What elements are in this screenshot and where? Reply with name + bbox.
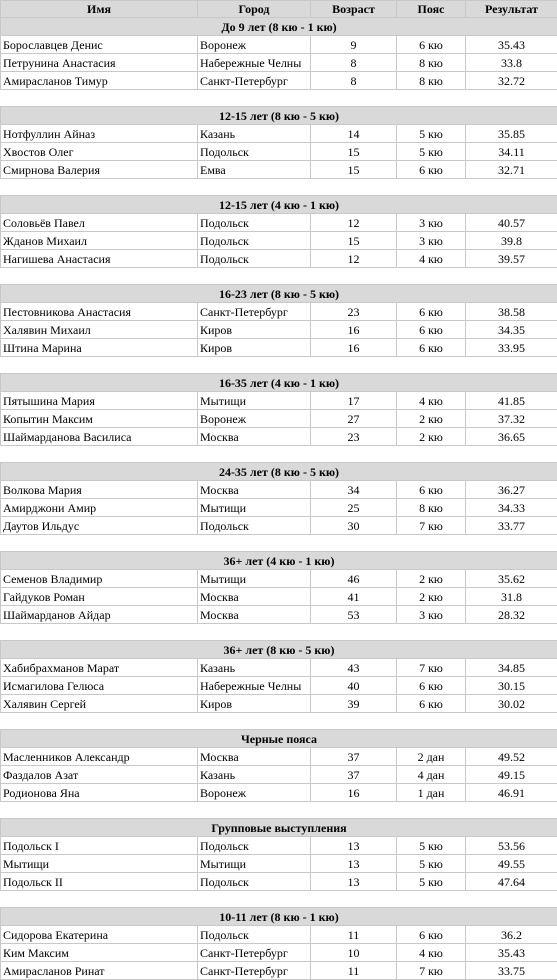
cell-res: 39.57 bbox=[466, 250, 557, 268]
group-spacer bbox=[1, 179, 557, 196]
cell-city: Казань bbox=[198, 125, 311, 143]
table-row bbox=[1, 72, 557, 90]
table-row bbox=[1, 410, 557, 428]
cell-age: 12 bbox=[311, 250, 397, 268]
table-row bbox=[1, 837, 557, 855]
cell-age: 13 bbox=[311, 873, 397, 891]
table-row bbox=[1, 784, 557, 802]
cell-age: 16 bbox=[311, 784, 397, 802]
cell-res: 32.72 bbox=[466, 72, 557, 90]
cell-belt: 7 кю bbox=[397, 962, 466, 980]
cell-age: 39 bbox=[311, 695, 397, 713]
table-row bbox=[1, 517, 557, 535]
cell-name: Сидорова Екатерина bbox=[1, 926, 198, 944]
cell-age: 43 bbox=[311, 659, 397, 677]
group-title: 36+ лет (8 кю - 5 кю) bbox=[1, 641, 557, 659]
cell-name: Штина Марина bbox=[1, 339, 198, 357]
cell-res: 53.56 bbox=[466, 837, 557, 855]
cell-age: 15 bbox=[311, 143, 397, 161]
spacer-cell bbox=[1, 357, 557, 374]
cell-res: 34.11 bbox=[466, 143, 557, 161]
cell-city: Санкт-Петербург bbox=[198, 962, 311, 980]
group-title: 16-35 лет (4 кю - 1 кю) bbox=[1, 374, 557, 392]
cell-age: 53 bbox=[311, 606, 397, 624]
cell-age: 40 bbox=[311, 677, 397, 695]
cell-res: 30.15 bbox=[466, 677, 557, 695]
cell-age: 23 bbox=[311, 303, 397, 321]
cell-res: 33.77 bbox=[466, 517, 557, 535]
cell-age: 23 bbox=[311, 428, 397, 446]
table-row bbox=[1, 659, 557, 677]
table-row bbox=[1, 428, 557, 446]
cell-city: Москва bbox=[198, 748, 311, 766]
cell-name: Шаймарданова Василиса bbox=[1, 428, 198, 446]
spacer-cell bbox=[1, 891, 557, 908]
cell-age: 11 bbox=[311, 962, 397, 980]
cell-city: Подольск bbox=[198, 250, 311, 268]
table-row bbox=[1, 766, 557, 784]
cell-city: Москва bbox=[198, 606, 311, 624]
cell-city: Мытищи bbox=[198, 855, 311, 873]
header-name: Имя bbox=[1, 1, 198, 18]
cell-name: Гайдуков Роман bbox=[1, 588, 198, 606]
cell-belt: 4 кю bbox=[397, 250, 466, 268]
group-header-row bbox=[1, 107, 557, 125]
cell-res: 37.32 bbox=[466, 410, 557, 428]
cell-name: Копытин Максим bbox=[1, 410, 198, 428]
cell-city: Киров bbox=[198, 321, 311, 339]
cell-res: 35.62 bbox=[466, 570, 557, 588]
cell-belt: 7 кю bbox=[397, 659, 466, 677]
cell-belt: 6 кю bbox=[397, 339, 466, 357]
spacer-cell bbox=[1, 802, 557, 819]
table-row bbox=[1, 873, 557, 891]
group-title: 16-23 лет (8 кю - 5 кю) bbox=[1, 285, 557, 303]
cell-age: 11 bbox=[311, 926, 397, 944]
cell-name: Даутов Ильдус bbox=[1, 517, 198, 535]
cell-res: 36.2 bbox=[466, 926, 557, 944]
table-row bbox=[1, 481, 557, 499]
cell-city: Киров bbox=[198, 339, 311, 357]
cell-age: 15 bbox=[311, 161, 397, 179]
cell-city: Мытищи bbox=[198, 499, 311, 517]
cell-city: Подольск bbox=[198, 926, 311, 944]
cell-belt: 6 кю bbox=[397, 161, 466, 179]
table-row bbox=[1, 855, 557, 873]
group-header-row bbox=[1, 463, 557, 481]
cell-res: 33.8 bbox=[466, 54, 557, 72]
cell-res: 34.33 bbox=[466, 499, 557, 517]
cell-name: Ким Максим bbox=[1, 944, 198, 962]
header-age: Возраст bbox=[311, 1, 397, 18]
cell-city: Казань bbox=[198, 766, 311, 784]
cell-age: 30 bbox=[311, 517, 397, 535]
cell-city: Воронеж bbox=[198, 410, 311, 428]
spacer-cell bbox=[1, 90, 557, 107]
cell-name: Петрунина Анастасия bbox=[1, 54, 198, 72]
cell-city: Подольск bbox=[198, 143, 311, 161]
cell-res: 28.32 bbox=[466, 606, 557, 624]
cell-age: 12 bbox=[311, 214, 397, 232]
cell-city: Москва bbox=[198, 428, 311, 446]
cell-res: 34.35 bbox=[466, 321, 557, 339]
cell-age: 37 bbox=[311, 766, 397, 784]
cell-name: Хабибрахманов Марат bbox=[1, 659, 198, 677]
cell-belt: 6 кю bbox=[397, 481, 466, 499]
cell-res: 33.95 bbox=[466, 339, 557, 357]
cell-age: 46 bbox=[311, 570, 397, 588]
cell-city: Подольск bbox=[198, 837, 311, 855]
table-row bbox=[1, 125, 557, 143]
cell-city: Санкт-Петербург bbox=[198, 72, 311, 90]
table-row bbox=[1, 321, 557, 339]
cell-belt: 6 кю bbox=[397, 303, 466, 321]
cell-name: Шаймарданов Айдар bbox=[1, 606, 198, 624]
spacer-cell bbox=[1, 268, 557, 285]
group-header-row bbox=[1, 819, 557, 837]
group-spacer bbox=[1, 446, 557, 463]
table-row bbox=[1, 606, 557, 624]
group-title: До 9 лет (8 кю - 1 кю) bbox=[1, 18, 557, 36]
cell-belt: 6 кю bbox=[397, 695, 466, 713]
cell-age: 16 bbox=[311, 339, 397, 357]
table-row bbox=[1, 588, 557, 606]
cell-belt: 7 кю bbox=[397, 517, 466, 535]
cell-name: Фаздалов Азат bbox=[1, 766, 198, 784]
cell-res: 30.02 bbox=[466, 695, 557, 713]
table-row bbox=[1, 250, 557, 268]
cell-belt: 4 кю bbox=[397, 392, 466, 410]
table-row bbox=[1, 232, 557, 250]
cell-belt: 3 кю bbox=[397, 606, 466, 624]
group-spacer bbox=[1, 891, 557, 908]
cell-name: Халявин Михаил bbox=[1, 321, 198, 339]
cell-belt: 6 кю bbox=[397, 321, 466, 339]
cell-belt: 6 кю bbox=[397, 677, 466, 695]
cell-belt: 3 кю bbox=[397, 232, 466, 250]
cell-belt: 5 кю bbox=[397, 837, 466, 855]
group-spacer bbox=[1, 357, 557, 374]
table-row bbox=[1, 926, 557, 944]
cell-city: Москва bbox=[198, 481, 311, 499]
cell-age: 34 bbox=[311, 481, 397, 499]
cell-belt: 2 кю bbox=[397, 570, 466, 588]
cell-city: Воронеж bbox=[198, 36, 311, 54]
cell-res: 49.55 bbox=[466, 855, 557, 873]
cell-name: Волкова Мария bbox=[1, 481, 198, 499]
table-row bbox=[1, 54, 557, 72]
cell-name: Амирджони Амир bbox=[1, 499, 198, 517]
cell-name: Халявин Сергей bbox=[1, 695, 198, 713]
cell-age: 8 bbox=[311, 54, 397, 72]
cell-name: Подольск II bbox=[1, 873, 198, 891]
table-row bbox=[1, 677, 557, 695]
cell-name: Пестовникова Анастасия bbox=[1, 303, 198, 321]
group-title: 10-11 лет (8 кю - 1 кю) bbox=[1, 908, 557, 926]
group-spacer bbox=[1, 802, 557, 819]
cell-age: 27 bbox=[311, 410, 397, 428]
results-body bbox=[1, 18, 557, 980]
table-row bbox=[1, 570, 557, 588]
cell-belt: 6 кю bbox=[397, 926, 466, 944]
group-title: Черные пояса bbox=[1, 730, 557, 748]
spacer-cell bbox=[1, 446, 557, 463]
cell-age: 25 bbox=[311, 499, 397, 517]
spacer-cell bbox=[1, 713, 557, 730]
cell-city: Емва bbox=[198, 161, 311, 179]
table-row bbox=[1, 143, 557, 161]
header-result: Результат bbox=[466, 1, 557, 18]
cell-age: 15 bbox=[311, 232, 397, 250]
spacer-cell bbox=[1, 624, 557, 641]
cell-belt: 5 кю bbox=[397, 855, 466, 873]
cell-belt: 5 кю bbox=[397, 873, 466, 891]
cell-city: Киров bbox=[198, 695, 311, 713]
cell-city: Подольск bbox=[198, 232, 311, 250]
cell-res: 32.71 bbox=[466, 161, 557, 179]
cell-belt: 3 кю bbox=[397, 214, 466, 232]
cell-belt: 1 дан bbox=[397, 784, 466, 802]
cell-belt: 8 кю bbox=[397, 499, 466, 517]
group-title: 24-35 лет (8 кю - 5 кю) bbox=[1, 463, 557, 481]
cell-belt: 2 кю bbox=[397, 588, 466, 606]
cell-age: 17 bbox=[311, 392, 397, 410]
cell-name: Пятышина Мария bbox=[1, 392, 198, 410]
cell-res: 34.85 bbox=[466, 659, 557, 677]
cell-name: Хвостов Олег bbox=[1, 143, 198, 161]
cell-res: 35.43 bbox=[466, 944, 557, 962]
group-header-row bbox=[1, 374, 557, 392]
cell-age: 9 bbox=[311, 36, 397, 54]
table-row bbox=[1, 214, 557, 232]
cell-city: Подольск bbox=[198, 214, 311, 232]
cell-belt: 8 кю bbox=[397, 54, 466, 72]
cell-age: 13 bbox=[311, 855, 397, 873]
cell-age: 10 bbox=[311, 944, 397, 962]
cell-city: Казань bbox=[198, 659, 311, 677]
group-header-row bbox=[1, 908, 557, 926]
cell-res: 31.8 bbox=[466, 588, 557, 606]
cell-belt: 4 дан bbox=[397, 766, 466, 784]
cell-name: Родионова Яна bbox=[1, 784, 198, 802]
cell-name: Амирасланов Ринат bbox=[1, 962, 198, 980]
group-spacer bbox=[1, 535, 557, 552]
group-title: 12-15 лет (4 кю - 1 кю) bbox=[1, 196, 557, 214]
cell-age: 37 bbox=[311, 748, 397, 766]
cell-city: Набережные Челны bbox=[198, 54, 311, 72]
table-row bbox=[1, 392, 557, 410]
group-header-row bbox=[1, 18, 557, 36]
cell-belt: 2 дан bbox=[397, 748, 466, 766]
group-title: 36+ лет (4 кю - 1 кю) bbox=[1, 552, 557, 570]
cell-age: 8 bbox=[311, 72, 397, 90]
cell-belt: 8 кю bbox=[397, 72, 466, 90]
cell-belt: 2 кю bbox=[397, 410, 466, 428]
cell-res: 40.57 bbox=[466, 214, 557, 232]
cell-city: Подольск bbox=[198, 873, 311, 891]
cell-res: 33.75 bbox=[466, 962, 557, 980]
cell-belt: 5 кю bbox=[397, 125, 466, 143]
cell-city: Мытищи bbox=[198, 392, 311, 410]
cell-name: Амирасланов Тимур bbox=[1, 72, 198, 90]
group-title: 12-15 лет (8 кю - 5 кю) bbox=[1, 107, 557, 125]
cell-name: Подольск I bbox=[1, 837, 198, 855]
cell-belt: 5 кю bbox=[397, 143, 466, 161]
cell-age: 14 bbox=[311, 125, 397, 143]
header-row bbox=[1, 1, 557, 18]
group-title: Групповые выступления bbox=[1, 819, 557, 837]
cell-name: Нотфуллин Айназ bbox=[1, 125, 198, 143]
header-city: Город bbox=[198, 1, 311, 18]
cell-age: 41 bbox=[311, 588, 397, 606]
cell-name: Борославцев Денис bbox=[1, 36, 198, 54]
table-row bbox=[1, 36, 557, 54]
cell-city: Воронеж bbox=[198, 784, 311, 802]
table-row bbox=[1, 339, 557, 357]
cell-name: Масленников Александр bbox=[1, 748, 198, 766]
cell-res: 36.65 bbox=[466, 428, 557, 446]
cell-city: Санкт-Петербург bbox=[198, 944, 311, 962]
cell-res: 36.27 bbox=[466, 481, 557, 499]
cell-belt: 4 кю bbox=[397, 944, 466, 962]
table-row bbox=[1, 161, 557, 179]
group-header-row bbox=[1, 641, 557, 659]
group-spacer bbox=[1, 713, 557, 730]
cell-city: Подольск bbox=[198, 517, 311, 535]
group-spacer bbox=[1, 624, 557, 641]
spacer-cell bbox=[1, 535, 557, 552]
header-belt: Пояс bbox=[397, 1, 466, 18]
cell-name: Исмагилова Гелюса bbox=[1, 677, 198, 695]
cell-res: 41.85 bbox=[466, 392, 557, 410]
cell-name: Смирнова Валерия bbox=[1, 161, 198, 179]
cell-city: Набережные Челны bbox=[198, 677, 311, 695]
cell-age: 13 bbox=[311, 837, 397, 855]
group-spacer bbox=[1, 90, 557, 107]
cell-res: 38.58 bbox=[466, 303, 557, 321]
cell-res: 47.64 bbox=[466, 873, 557, 891]
table-row bbox=[1, 695, 557, 713]
cell-res: 35.43 bbox=[466, 36, 557, 54]
cell-name: Семенов Владимир bbox=[1, 570, 198, 588]
cell-res: 39.8 bbox=[466, 232, 557, 250]
cell-age: 16 bbox=[311, 321, 397, 339]
cell-res: 49.15 bbox=[466, 766, 557, 784]
cell-name: Нагишева Анастасия bbox=[1, 250, 198, 268]
cell-belt: 6 кю bbox=[397, 36, 466, 54]
table-row bbox=[1, 944, 557, 962]
cell-name: Соловьёв Павел bbox=[1, 214, 198, 232]
group-header-row bbox=[1, 730, 557, 748]
table-row bbox=[1, 748, 557, 766]
cell-res: 35.85 bbox=[466, 125, 557, 143]
group-header-row bbox=[1, 196, 557, 214]
group-header-row bbox=[1, 552, 557, 570]
table-row bbox=[1, 962, 557, 980]
cell-res: 49.52 bbox=[466, 748, 557, 766]
cell-belt: 2 кю bbox=[397, 428, 466, 446]
cell-name: Жданов Михаил bbox=[1, 232, 198, 250]
spacer-cell bbox=[1, 179, 557, 196]
table-row bbox=[1, 303, 557, 321]
group-spacer bbox=[1, 268, 557, 285]
cell-name: Мытищи bbox=[1, 855, 198, 873]
table-row bbox=[1, 499, 557, 517]
cell-city: Москва bbox=[198, 588, 311, 606]
cell-res: 46.91 bbox=[466, 784, 557, 802]
group-header-row bbox=[1, 285, 557, 303]
cell-city: Мытищи bbox=[198, 570, 311, 588]
cell-city: Санкт-Петербург bbox=[198, 303, 311, 321]
